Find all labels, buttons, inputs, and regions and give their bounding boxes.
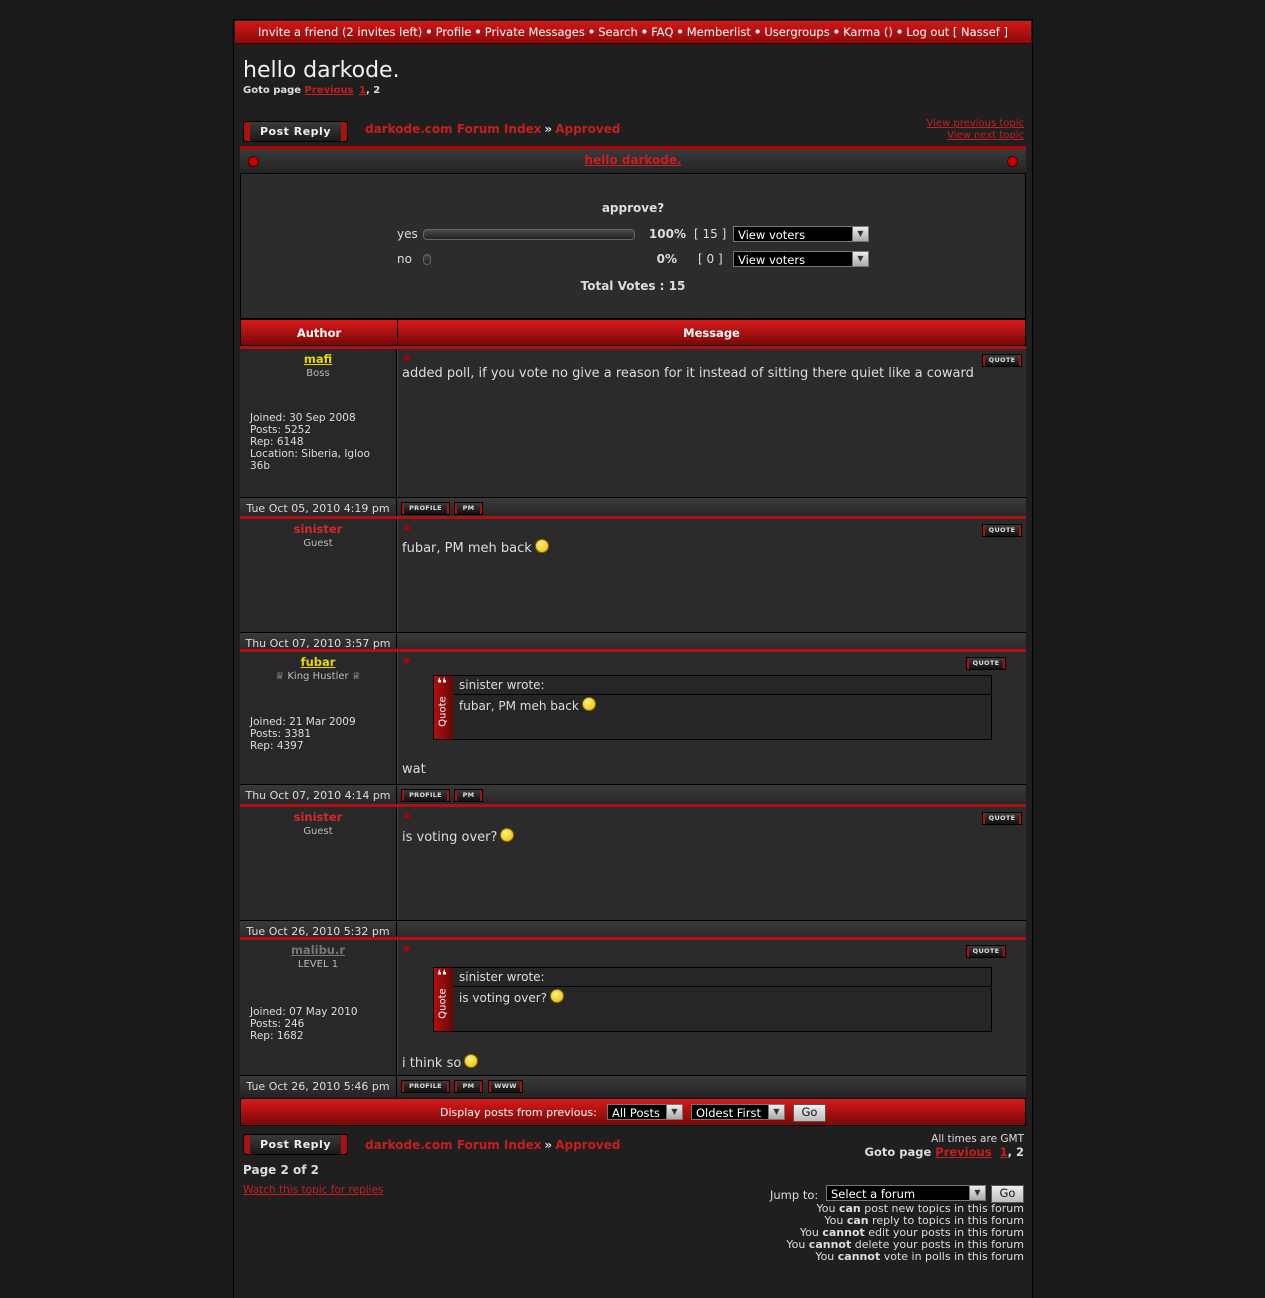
topic-title-link[interactable]: hello darkode. (584, 153, 682, 167)
profile-button[interactable]: PROFILE (401, 789, 450, 802)
post-body (397, 349, 1026, 497)
breadcrumb-index-link[interactable]: darkode.com Forum Index (365, 1138, 542, 1152)
view-voters-select-no[interactable]: View voters ▼ (733, 251, 869, 267)
post-author-panel (240, 349, 397, 497)
goto-previous-link[interactable]: Previous (935, 1145, 992, 1159)
display-options-bar (240, 1098, 1026, 1126)
post-marker-icon: ✱ (403, 524, 411, 534)
quote-mark-icon: ❛❛ (437, 676, 447, 692)
display-go-button[interactable]: Go (793, 1104, 826, 1122)
quote-block (433, 967, 992, 1032)
profile-button[interactable]: PROFILE (401, 502, 450, 515)
post-author-rank: LEVEL 1 (297, 959, 339, 970)
breadcrumb-index-link[interactable]: darkode.com Forum Index (365, 122, 542, 136)
poll-count-yes: [ 15 ] (694, 227, 727, 241)
post-date: Tue Oct 26, 2010 5:46 pm (240, 1076, 397, 1097)
post-marker-icon: ✱ (403, 945, 411, 955)
quote-body: fubar, PM meh back (459, 697, 596, 713)
post-author-stats: Joined: 07 May 2010 Posts: 246 Rep: 1682 (250, 1006, 358, 1042)
nav-karma[interactable]: Karma () (843, 25, 893, 39)
post-date: Tue Oct 26, 2010 5:32 pm (240, 921, 397, 942)
poll-option-yes-label: yes (397, 227, 418, 241)
post-author-name[interactable]: fubar (300, 655, 336, 669)
quote-mark-icon: ❛❛ (437, 968, 447, 984)
post-text: i think so (402, 1056, 462, 1071)
sort-order-select[interactable]: Oldest First ▼ (691, 1104, 785, 1120)
forum-permissions: You can post new topics in this forum You can reply to topics in this forum You cannot edit your posts in this forum You cannot delete your posts in this forum You cannot vote in polls in this forum (786, 1202, 1024, 1263)
post-date: Thu Oct 07, 2010 4:14 pm (240, 785, 397, 806)
post-body (397, 519, 1026, 632)
poll-count-no: [ 0 ] (698, 252, 723, 266)
display-label: Display posts from previous: (440, 1106, 597, 1119)
quote-button[interactable]: QUOTE (966, 657, 1006, 670)
post-reply-button-bottom[interactable]: Post Reply (243, 1134, 348, 1155)
post-author-name: sinister (293, 522, 343, 536)
goto-page-1-link[interactable]: 1 (358, 85, 366, 96)
post-reply-button-top[interactable]: Post Reply (243, 121, 348, 142)
jump-go-button[interactable]: Go (991, 1185, 1024, 1203)
corner-dot-icon (248, 156, 259, 167)
nav-logout[interactable]: Log out [ Nassef ] (906, 25, 1008, 39)
nav-profile[interactable]: Profile (435, 25, 472, 39)
poll-percent-no: 0% (656, 252, 677, 266)
pm-button[interactable]: PM (454, 502, 483, 515)
post-body (397, 807, 1026, 920)
post-author-rank: ♕ King Hustler ♕ (275, 671, 361, 682)
post-author-panel (240, 940, 397, 1075)
post-text: added poll, if you vote no give a reason for it instead of sitting there quiet like a coward (402, 366, 974, 381)
post-author-rank: Guest (303, 826, 333, 837)
top-nav-bar: Invite a friend (2 invites left) • Profile • Private Messages • Search • FAQ • Memberlist • Usergroups • Karma () • Log out [ Nassef ] (235, 21, 1031, 44)
post-marker-icon: ✱ (403, 812, 411, 822)
chevron-down-icon: ▼ (666, 1105, 682, 1119)
post-author-panel (240, 652, 397, 784)
forum-page (233, 19, 1033, 1298)
post-author-name[interactable]: malibu.r (290, 943, 346, 957)
post-author-panel (240, 807, 397, 920)
pm-button[interactable]: PM (454, 1080, 483, 1093)
message-column-header: Message (683, 326, 740, 340)
nav-invite[interactable]: Invite a friend (2 invites left) (258, 25, 423, 39)
breadcrumb-forum-link[interactable]: Approved (555, 122, 621, 136)
view-voters-select-yes[interactable]: View voters ▼ (733, 226, 869, 242)
smiley-icon (464, 1054, 478, 1068)
page-title: hello darkode. (243, 58, 400, 83)
topic-navigation (926, 118, 1024, 142)
poll-box (240, 173, 1026, 319)
chevron-down-icon: ▼ (852, 252, 868, 266)
post-author-rank: Guest (303, 538, 333, 549)
post-footer (240, 1075, 1026, 1097)
author-column-header: Author (241, 320, 398, 345)
post-text: wat (402, 762, 426, 777)
quote-button[interactable]: QUOTE (982, 812, 1022, 825)
post-row (240, 346, 1026, 516)
pm-button[interactable]: PM (454, 789, 483, 802)
page-of-label: Page 2 of 2 (243, 1163, 319, 1177)
poll-bar-no (423, 254, 431, 265)
smiley-icon (500, 828, 514, 842)
current-page: 2 (1015, 1145, 1024, 1159)
post-row (240, 937, 1026, 1097)
post-row (240, 516, 1026, 652)
view-next-topic-link[interactable]: View next topic (947, 130, 1024, 141)
poll-question: approve? (601, 201, 665, 215)
post-text: is voting over? (402, 830, 498, 845)
quote-body: is voting over? (459, 989, 564, 1005)
nav-search[interactable]: Search (598, 25, 638, 39)
watch-topic-link[interactable]: Watch this topic for replies (243, 1184, 384, 1196)
post-row (240, 649, 1026, 804)
www-button[interactable]: WWW (488, 1080, 523, 1093)
post-author-stats: Joined: 30 Sep 2008 Posts: 5252 Rep: 6148 Location: Siberia, Igloo 36b (250, 412, 370, 472)
poll-total-votes: Total Votes : 15 (580, 279, 686, 293)
goto-page-1-link[interactable]: 1 (999, 1145, 1008, 1159)
post-date: Tue Oct 05, 2010 4:19 pm (240, 498, 397, 519)
breadcrumb-forum-link[interactable]: Approved (555, 1138, 621, 1152)
quote-block (433, 675, 992, 740)
post-text-wrap (402, 1054, 478, 1071)
timezone-note: All times are GMT (931, 1133, 1024, 1145)
post-author-panel (240, 519, 397, 632)
corner-dot-icon (1007, 156, 1018, 167)
nav-memberlist[interactable]: Memberlist (686, 25, 751, 39)
bottom-right-info (865, 1133, 1025, 1159)
breadcrumb-top: darkode.com Forum Index » Approved (365, 122, 621, 136)
jump-to-select[interactable]: Select a forum ▼ (826, 1185, 986, 1201)
chevron-down-icon: ▼ (969, 1186, 985, 1200)
quote-header: sinister wrote: (454, 676, 991, 695)
jump-to-label: Jump to: (770, 1188, 819, 1202)
post-date: Thu Oct 07, 2010 3:57 pm (240, 633, 397, 654)
post-author-stats: Joined: 21 Mar 2009 Posts: 3381 Rep: 4397 (250, 716, 356, 752)
topic-header-bar (240, 146, 1026, 173)
smiley-icon (535, 539, 549, 553)
post-row (240, 804, 1026, 940)
view-previous-topic-link[interactable]: View previous topic (926, 118, 1024, 129)
poll-option-no-label: no (397, 252, 412, 266)
breadcrumb-bottom: darkode.com Forum Index » Approved (365, 1138, 621, 1152)
profile-button[interactable]: PROFILE (401, 1080, 450, 1093)
quote-button[interactable]: QUOTE (982, 524, 1022, 537)
post-author-name[interactable]: mafi (303, 352, 333, 366)
smiley-icon (550, 989, 564, 1003)
post-author-rank: Boss (306, 368, 330, 379)
quote-header: sinister wrote: (454, 968, 991, 987)
nav-private-messages[interactable]: Private Messages (484, 25, 585, 39)
poll-percent-yes: 100% (648, 227, 686, 241)
nav-faq[interactable]: FAQ (651, 25, 674, 39)
post-marker-icon: ✱ (403, 657, 411, 667)
goto-page-bottom: Goto page Previous 1, 2 (864, 1145, 1024, 1159)
post-body (397, 652, 1026, 784)
post-text-wrap (402, 828, 514, 845)
post-text: fubar, PM meh back (402, 541, 532, 556)
post-body (397, 940, 1026, 1075)
post-author-name: sinister (293, 810, 343, 824)
goto-page-top: Goto page Previous 1, 2 (243, 85, 381, 96)
quote-button[interactable]: QUOTE (982, 354, 1022, 367)
poll-bar-yes (423, 229, 635, 240)
nav-usergroups[interactable]: Usergroups (764, 25, 830, 39)
posts-column-header (240, 319, 1026, 346)
current-page: 2 (373, 85, 381, 96)
chevron-down-icon: ▼ (768, 1105, 784, 1119)
quote-button[interactable]: QUOTE (966, 945, 1006, 958)
posts-range-select[interactable]: All Posts ▼ (607, 1104, 683, 1120)
quote-side-bar: ❛❛ Quote (434, 676, 453, 739)
post-text-wrap (402, 539, 549, 556)
goto-previous-link[interactable]: Previous (304, 85, 354, 96)
smiley-icon (582, 697, 596, 711)
post-marker-icon: ✱ (403, 354, 411, 364)
chevron-down-icon: ▼ (852, 227, 868, 241)
quote-side-bar: ❛❛ Quote (434, 968, 453, 1031)
post-footer (240, 784, 1026, 806)
